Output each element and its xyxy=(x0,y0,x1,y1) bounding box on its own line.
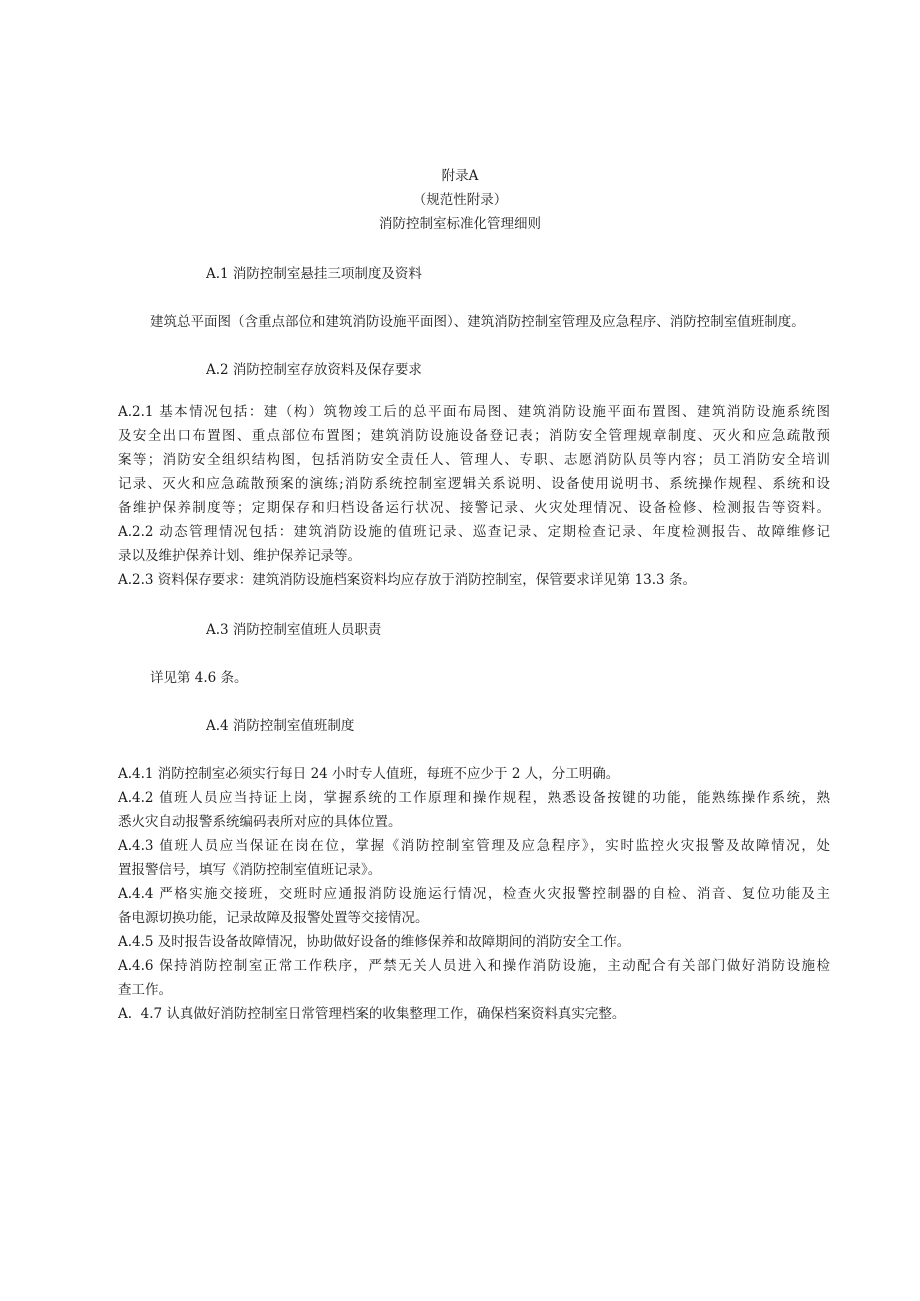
clause-line: 置报警信号，填写《消防控制室值班记录》。 xyxy=(118,862,382,878)
clause-a46 xyxy=(118,954,830,1002)
clause-line: 及安全出口布置图、重点部位布置图；建筑消防设施设备登记表；消防安全管理规章制度、灭火和应急疏散预 xyxy=(118,428,830,444)
section-a2-heading: A.2 消防控制室存放资料及保存要求 xyxy=(206,362,422,378)
clause-line: 录以及维护保养计划、维护保养记录等。 xyxy=(118,548,361,564)
section-a1-body: 建筑总平面图（含重点部位和建筑消防设施平面图）、建筑消防控制室管理及应急程序、消防控制室值班制度。 xyxy=(150,314,805,330)
clause-line: A.4.4 严格实施交接班，交班时应通报消防设施运行情况，检查火灾报警控制器的自检、消音、复位功能及主 xyxy=(118,886,830,902)
clause-a21 xyxy=(118,400,830,520)
clause-line: A.4.6 保持消防控制室正常工作秩序，严禁无关人员进入和操作消防设施，主动配合有关部门做好消防设施检 xyxy=(118,958,830,974)
clause-a23: A.2.3 资料保存要求：建筑消防设施档案资料均应存放于消防控制室，保管要求详见第 13.3 条。 xyxy=(118,572,696,588)
clause-a42 xyxy=(118,786,830,834)
clause-a41: A.4.1 消防控制室必须实行每日 24 小时专人值班，每班不应少于 2 人，分工明确。 xyxy=(118,766,620,782)
clause-line: 备维护保养制度等；定期保存和归档设备运行状况、接警记录、火灾处理情况、设备检修、检测报告等资料。 xyxy=(118,500,830,516)
clause-line: A.4.2 值班人员应当持证上岗，掌握系统的工作原理和操作规程，熟悉设备按键的功能，能熟练操作系统，熟 xyxy=(118,790,830,806)
section-a4-heading: A.4 消防控制室值班制度 xyxy=(206,718,355,734)
clause-line: A.2.2 动态管理情况包括：建筑消防设施的值班记录、巡查记录、定期检查记录、年度检测报告、故障维修记 xyxy=(118,524,830,540)
section-a1-heading: A.1 消防控制室悬挂三项制度及资料 xyxy=(206,266,422,282)
clause-a22 xyxy=(118,520,830,568)
clause-line: 备电源切换功能，记录故障及报警处置等交接情况。 xyxy=(118,910,429,926)
clause-a47: A. 4.7 认真做好消防控制室日常管理档案的收集整理工作，确保档案资料真实完整。 xyxy=(118,1006,626,1022)
clause-line: A.4.3 值班人员应当保证在岗在位，掌握《消防控制室管理及应急程序》，实时监控火灾报警及故障情况，处 xyxy=(118,838,830,854)
clause-a43 xyxy=(118,834,830,882)
clause-a44 xyxy=(118,882,830,930)
section-a3-heading: A.3 消防控制室值班人员职责 xyxy=(206,622,382,638)
document-title: 消防控制室标准化管理细则 xyxy=(379,216,541,232)
clause-line: A.2.1 基本情况包括：建（构）筑物竣工后的总平面布局图、建筑消防设施平面布置图、建筑消防设施系统图 xyxy=(118,404,830,420)
appendix-type: （规范性附录） xyxy=(412,192,508,208)
clause-line: 悉火灾自动报警系统编码表所对应的具体位置。 xyxy=(118,814,402,830)
section-a3-body: 详见第 4.6 条。 xyxy=(150,670,248,686)
clause-line: 案等；消防安全组织结构图，包括消防安全责任人、管理人、专职、志愿消防队员等内容；员工消防安全培训 xyxy=(118,452,830,468)
clause-line: 查工作。 xyxy=(118,982,172,998)
appendix-label: 附录A xyxy=(441,168,479,184)
clause-line: 记录、灭火和应急疏散预案的演练;消防系统控制室逻辑关系说明、设备使用说明书、系统操作规程、系统和设 xyxy=(118,476,830,492)
clause-a45: A.4.5 及时报告设备故障情况，协助做好设备的维修保养和故障期间的消防安全工作。 xyxy=(118,934,631,950)
